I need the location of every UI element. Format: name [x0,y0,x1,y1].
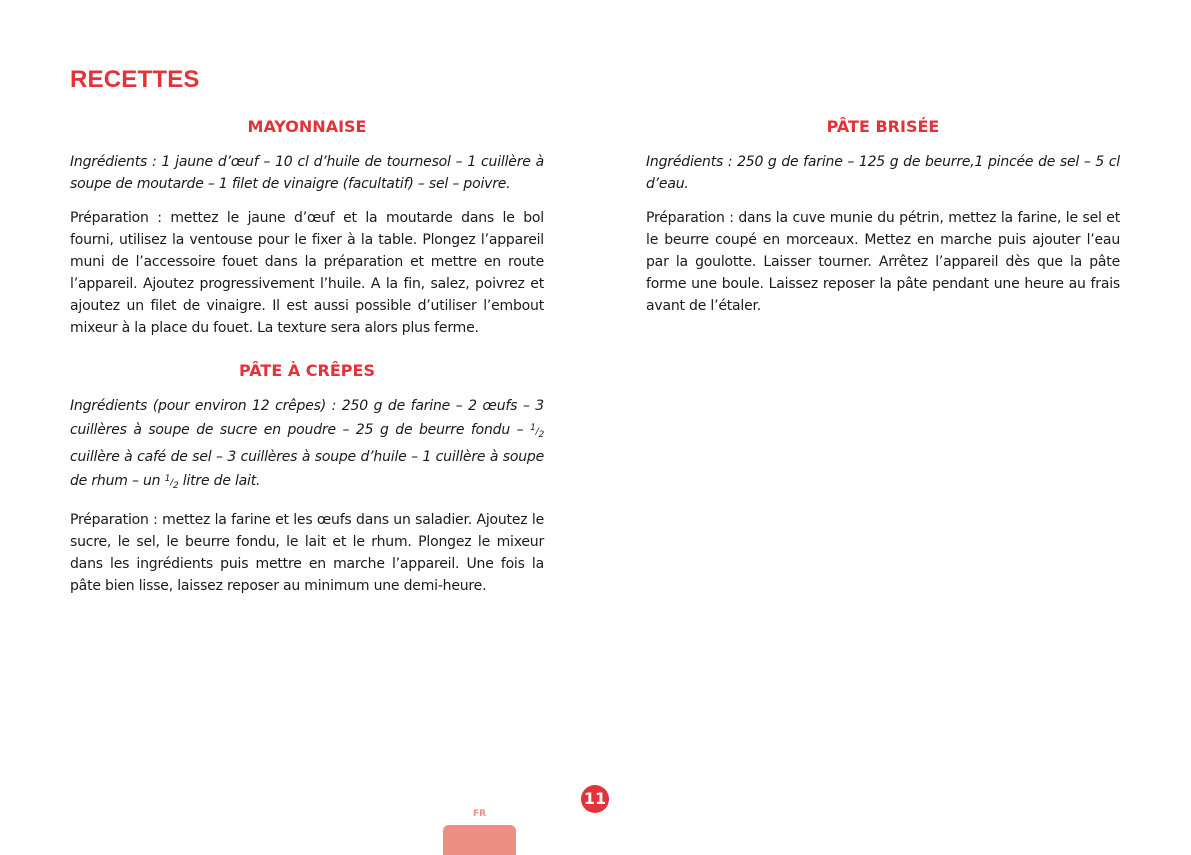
page-number-badge: 11 [581,785,609,813]
brisee-title: PÂTE BRISÉE [826,117,940,136]
crepes-ingredients-part1: Ingrédients (pour environ 12 crêpes) : 250 g de farine – 2 œufs – 3 cuillères à soupe de sucre en poudre – 25 g de beurre fondu – [70,398,544,438]
right-column [646,117,1120,329]
language-tab [443,825,516,855]
crepes-ingredients-part3: litre de lait. [178,472,261,489]
brisee-ingredients: Ingrédients : 250 g de farine – 125 g de beurre,1 pincée de sel – 5 cl d’eau. [646,154,1120,192]
recipe-pate-brisee [646,117,1120,317]
brisee-preparation: Préparation : dans la cuve munie du pétrin, mettez la farine, le sel et le beurre coupé en morceaux. Mettez en marche puis ajouter l’eau par la goulotte. Laisser tourner. Arrêtez l’appareil dès que la pâte forme une boule. Laissez reposer la pâte pendant une heure au frais avant de l’étaler. [646,210,1120,314]
crepes-title: PÂTE À CRÊPES [239,361,375,380]
left-column [70,117,544,609]
crepes-ingredients-part2: cuillère à café de sel – 3 cuillères à soupe d’huile – 1 cuillère à soupe de rhum – un [70,448,544,489]
crepes-ingredients [70,395,544,497]
recipe-crepes [70,361,544,597]
mayonnaise-title: MAYONNAISE [247,117,367,136]
page-title: RECETTES [70,66,200,93]
recipe-mayonnaise [70,117,544,339]
language-label: FR [472,809,487,819]
mayonnaise-preparation: Préparation : mettez le jaune d’œuf et la moutarde dans le bol fourni, utilisez la ventouse pour le fixer à la table. Plongez l’appareil muni de l’accessoire fouet dans la préparation et mettre en route l’appareil. Ajoutez progressivement l’huile. A la fin, salez, poivrez et ajoutez un filet de vinaigre. Il est aussi possible d’utiliser l’embout mixeur à la place du fouet. La texture sera alors plus ferme. [70,210,544,336]
mayonnaise-ingredients: Ingrédients : 1 jaune d’œuf – 10 cl d’huile de tournesol – 1 cuillère à soupe de moutarde – 1 filet de vinaigre (facultatif) – sel – poivre. [70,154,544,192]
half-fraction-2: $^1/_2$ [164,473,179,491]
crepes-preparation: Préparation : mettez la farine et les œufs dans un saladier. Ajoutez le sucre, le sel, le beurre fondu, le lait et le rhum. Plongez le mixeur dans les ingrédients puis mettre en marche l’appareil. Une fois la pâte bien lisse, laissez reposer au minimum une demi-heure. [70,511,544,594]
half-fraction: $^1/_2$ [530,423,544,440]
